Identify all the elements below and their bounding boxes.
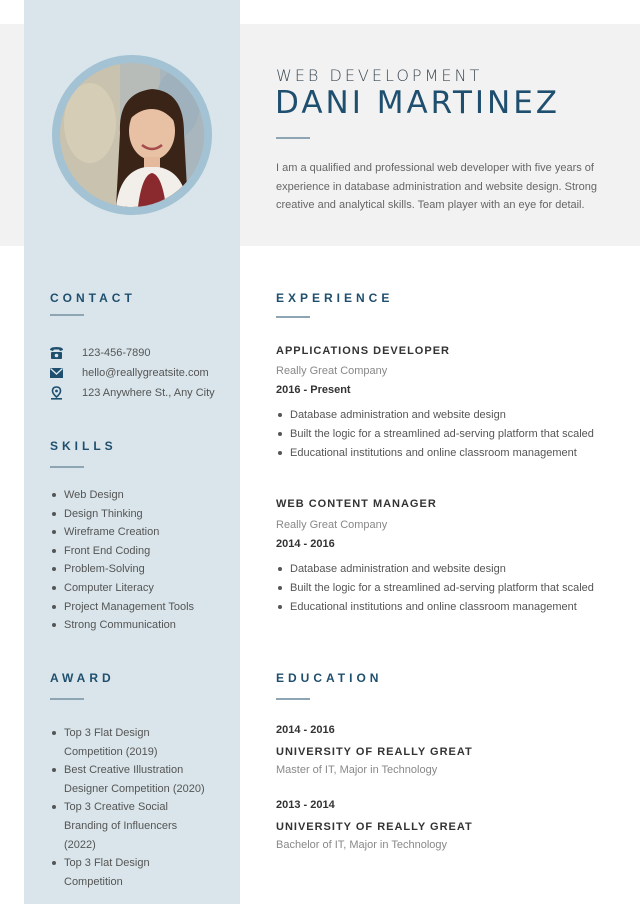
award-item: Top 3 Flat Design Competition xyxy=(50,854,210,891)
skill-item: Web Design xyxy=(50,486,194,505)
education-divider xyxy=(276,698,310,700)
job-bullet: Educational institutions and online classroom management xyxy=(276,444,594,463)
header-divider xyxy=(276,137,310,139)
contact-title: CONTACT xyxy=(50,291,136,305)
job-bullets xyxy=(276,406,594,462)
skill-item: Front End Coding xyxy=(50,542,194,561)
education-degree: Master of IT, Major in Technology xyxy=(276,764,438,776)
award-item: Best Creative Illustration Designer Competition (2020) xyxy=(50,761,210,798)
phone-text: 123-456-7890 xyxy=(82,347,151,359)
experience-title: EXPERIENCE xyxy=(276,291,394,305)
job-title: WEB CONTENT MANAGER xyxy=(276,498,437,510)
job-company: Really Great Company xyxy=(276,519,388,531)
address-text: 123 Anywhere St., Any City xyxy=(82,387,215,399)
job-company: Really Great Company xyxy=(276,365,388,377)
job-years: 2014 - 2016 xyxy=(276,538,335,550)
job-bullet: Educational institutions and online classroom management xyxy=(276,598,594,617)
contact-email xyxy=(49,366,209,380)
award-divider xyxy=(50,698,84,700)
education-title: EDUCATION xyxy=(276,671,383,685)
skill-item: Problem-Solving xyxy=(50,560,194,579)
job-years: 2016 - Present xyxy=(276,384,351,396)
job-bullet: Database administration and website design xyxy=(276,406,594,425)
job-bullet: Built the logic for a streamlined ad-serving platform that scaled xyxy=(276,425,594,444)
contact-divider xyxy=(50,314,84,316)
person-name: DANI MARTINEZ xyxy=(275,85,561,121)
intro-paragraph: I am a qualified and professional web developer with five years of experience in database administration and website design. Strong creative and analytical skills. Team player with an eye for detail. xyxy=(276,162,598,212)
envelope-icon xyxy=(49,366,64,380)
skills-title: SKILLS xyxy=(50,439,117,453)
education-years: 2014 - 2016 xyxy=(276,724,335,736)
profile-photo xyxy=(60,63,204,207)
job-title: APPLICATIONS DEVELOPER xyxy=(276,345,450,357)
education-degree: Bachelor of IT, Major in Technology xyxy=(276,839,447,851)
education-school: UNIVERSITY OF REALLY GREAT xyxy=(276,746,473,758)
skill-item: Wireframe Creation xyxy=(50,523,194,542)
phone-icon xyxy=(49,346,64,360)
location-pin-icon xyxy=(49,386,64,400)
email-text: hello@reallygreatsite.com xyxy=(82,367,209,379)
skills-divider xyxy=(50,466,84,468)
award-item: Top 3 Creative Social Branding of Influencers (2022) xyxy=(50,798,210,854)
contact-phone xyxy=(49,346,151,360)
award-item: Top 3 Flat Design Competition (2019) xyxy=(50,724,210,761)
skill-item: Computer Literacy xyxy=(50,579,194,598)
education-years: 2013 - 2014 xyxy=(276,799,335,811)
contact-address xyxy=(49,386,215,400)
skills-list xyxy=(50,486,194,635)
education-school: UNIVERSITY OF REALLY GREAT xyxy=(276,821,473,833)
job-bullets xyxy=(276,560,594,616)
skill-item: Project Management Tools xyxy=(50,598,194,617)
job-field-subtitle: WEB DEVELOPMENT xyxy=(276,66,483,85)
job-bullet: Built the logic for a streamlined ad-serving platform that scaled xyxy=(276,579,594,598)
skill-item: Design Thinking xyxy=(50,505,194,524)
experience-divider xyxy=(276,316,310,318)
skill-item: Strong Communication xyxy=(50,616,194,635)
award-title: AWARD xyxy=(50,671,115,685)
award-list xyxy=(50,724,210,891)
job-bullet: Database administration and website design xyxy=(276,560,594,579)
